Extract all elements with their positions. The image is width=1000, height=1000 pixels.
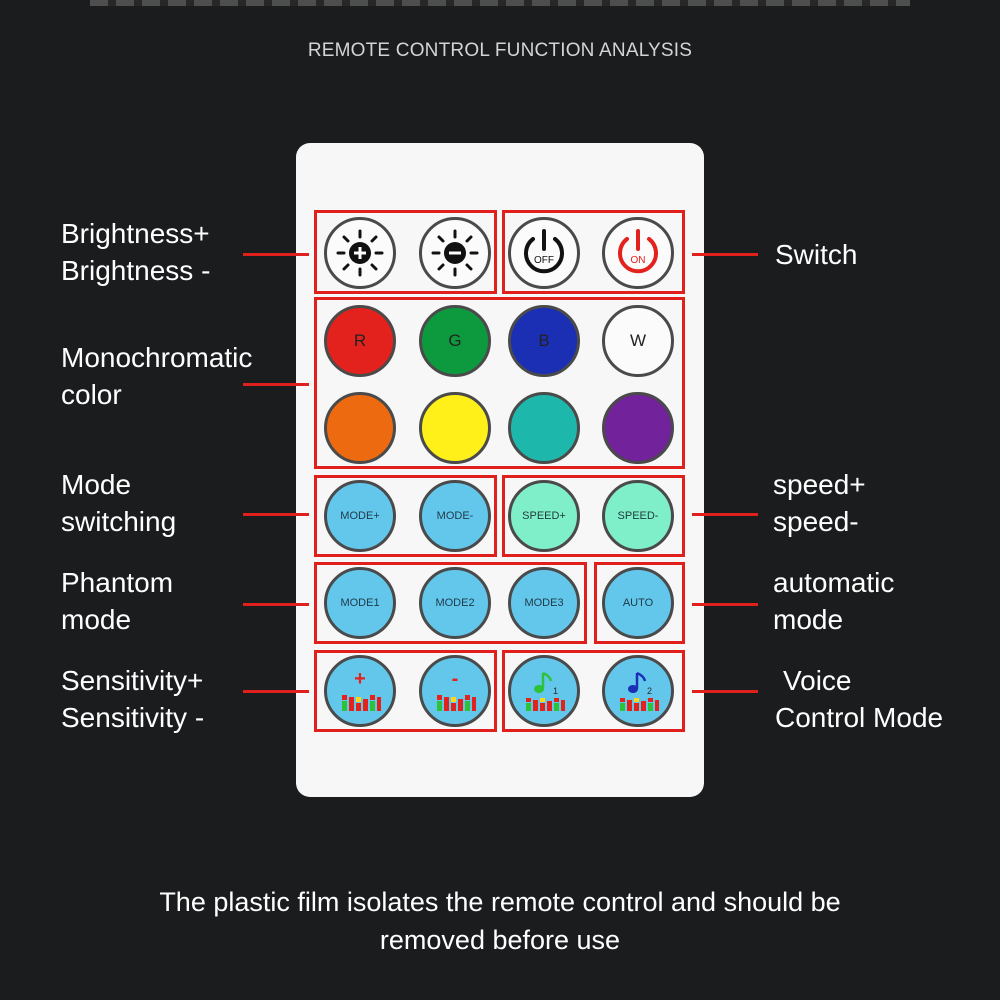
footer-note — [50, 883, 950, 959]
sensitivity-minus-button[interactable] — [419, 655, 491, 727]
music-note-2-icon — [614, 667, 662, 715]
equalizer-plus-icon — [336, 667, 384, 715]
color-button-green[interactable] — [419, 305, 491, 377]
mode-minus-button[interactable]: MODE- — [419, 480, 491, 552]
connector-auto — [692, 603, 758, 606]
color-button-white[interactable] — [602, 305, 674, 377]
label-line: Phantom — [61, 567, 174, 598]
label-brightness — [61, 215, 210, 289]
label-phantom — [61, 564, 173, 638]
label-line: Control Mode — [775, 702, 944, 733]
connector-mono — [243, 383, 309, 386]
color-button-red[interactable] — [324, 305, 396, 377]
color-button-purple[interactable] — [602, 392, 674, 464]
music-note-1-icon — [520, 667, 568, 715]
speed-minus-button[interactable]: SPEED- — [602, 480, 674, 552]
connector-phantom — [243, 603, 309, 606]
footer-line: removed before use — [379, 925, 621, 955]
label-line: mode — [773, 604, 844, 635]
color-button-yellow[interactable] — [419, 392, 491, 464]
label-mono — [61, 339, 252, 413]
label-sensitivity — [61, 662, 204, 736]
label-voice — [775, 662, 943, 736]
label-line: speed+ — [773, 469, 866, 500]
power-on-icon — [610, 225, 666, 281]
off-button[interactable] — [508, 217, 580, 289]
label-line: automatic — [773, 567, 895, 598]
color-button-blue[interactable] — [508, 305, 580, 377]
off-label: OFF — [534, 255, 554, 266]
label-line: switching — [61, 506, 177, 537]
label-speed — [773, 466, 866, 540]
connector-switch — [692, 253, 758, 256]
power-off-icon — [516, 225, 572, 281]
connector-mode — [243, 513, 309, 516]
label-line: Mode — [61, 469, 132, 500]
label-line: speed- — [773, 506, 859, 537]
label-line: Monochromatic — [61, 342, 253, 373]
voice-mode-number: 1 — [553, 686, 559, 696]
connector-sensitivity — [243, 690, 309, 693]
label-line: Voice — [783, 665, 852, 696]
voice-mode-2-button[interactable] — [602, 655, 674, 727]
label-line: color — [61, 379, 122, 410]
label-switch: Switch — [775, 239, 858, 270]
minus-sign: - — [451, 668, 459, 690]
color-button-orange[interactable] — [324, 392, 396, 464]
sensitivity-plus-button[interactable] — [324, 655, 396, 727]
color-label: B — [538, 331, 550, 350]
label-mode — [61, 466, 176, 540]
auto-button[interactable]: AUTO — [602, 567, 674, 639]
color-label: G — [448, 331, 462, 350]
voice-mode-1-button[interactable] — [508, 655, 580, 727]
mode-plus-button[interactable]: MODE+ — [324, 480, 396, 552]
connector-voice — [692, 690, 758, 693]
on-label: ON — [630, 255, 646, 266]
color-button-teal[interactable] — [508, 392, 580, 464]
label-line: Sensitivity - — [61, 702, 205, 733]
plus-sign: + — [354, 668, 366, 690]
on-button[interactable] — [602, 217, 674, 289]
speed-plus-button[interactable]: SPEED+ — [508, 480, 580, 552]
label-auto — [773, 564, 894, 638]
color-label: W — [629, 331, 647, 350]
top-decorative-strip — [90, 0, 910, 6]
mode1-button[interactable]: MODE1 — [324, 567, 396, 639]
brightness-plus-button[interactable] — [324, 217, 396, 289]
footer-line: The plastic film isolates the remote control and should be — [159, 887, 841, 917]
mode3-button[interactable]: MODE3 — [508, 567, 580, 639]
voice-mode-number: 2 — [647, 686, 653, 696]
label-line: Brightness+ — [61, 218, 210, 249]
sun-minus-icon — [429, 227, 481, 279]
equalizer-minus-icon — [431, 667, 479, 715]
sun-plus-icon — [334, 227, 386, 279]
label-line: Sensitivity+ — [61, 665, 204, 696]
label-line: Brightness - — [61, 255, 211, 286]
brightness-minus-button[interactable] — [419, 217, 491, 289]
page-title: REMOTE CONTROL FUNCTION ANALYSIS — [307, 40, 693, 61]
connector-speed — [692, 513, 758, 516]
mode2-button[interactable]: MODE2 — [419, 567, 491, 639]
connector-brightness — [243, 253, 309, 256]
remote-control — [296, 143, 704, 797]
color-label: R — [353, 331, 367, 350]
label-line: mode — [61, 604, 132, 635]
